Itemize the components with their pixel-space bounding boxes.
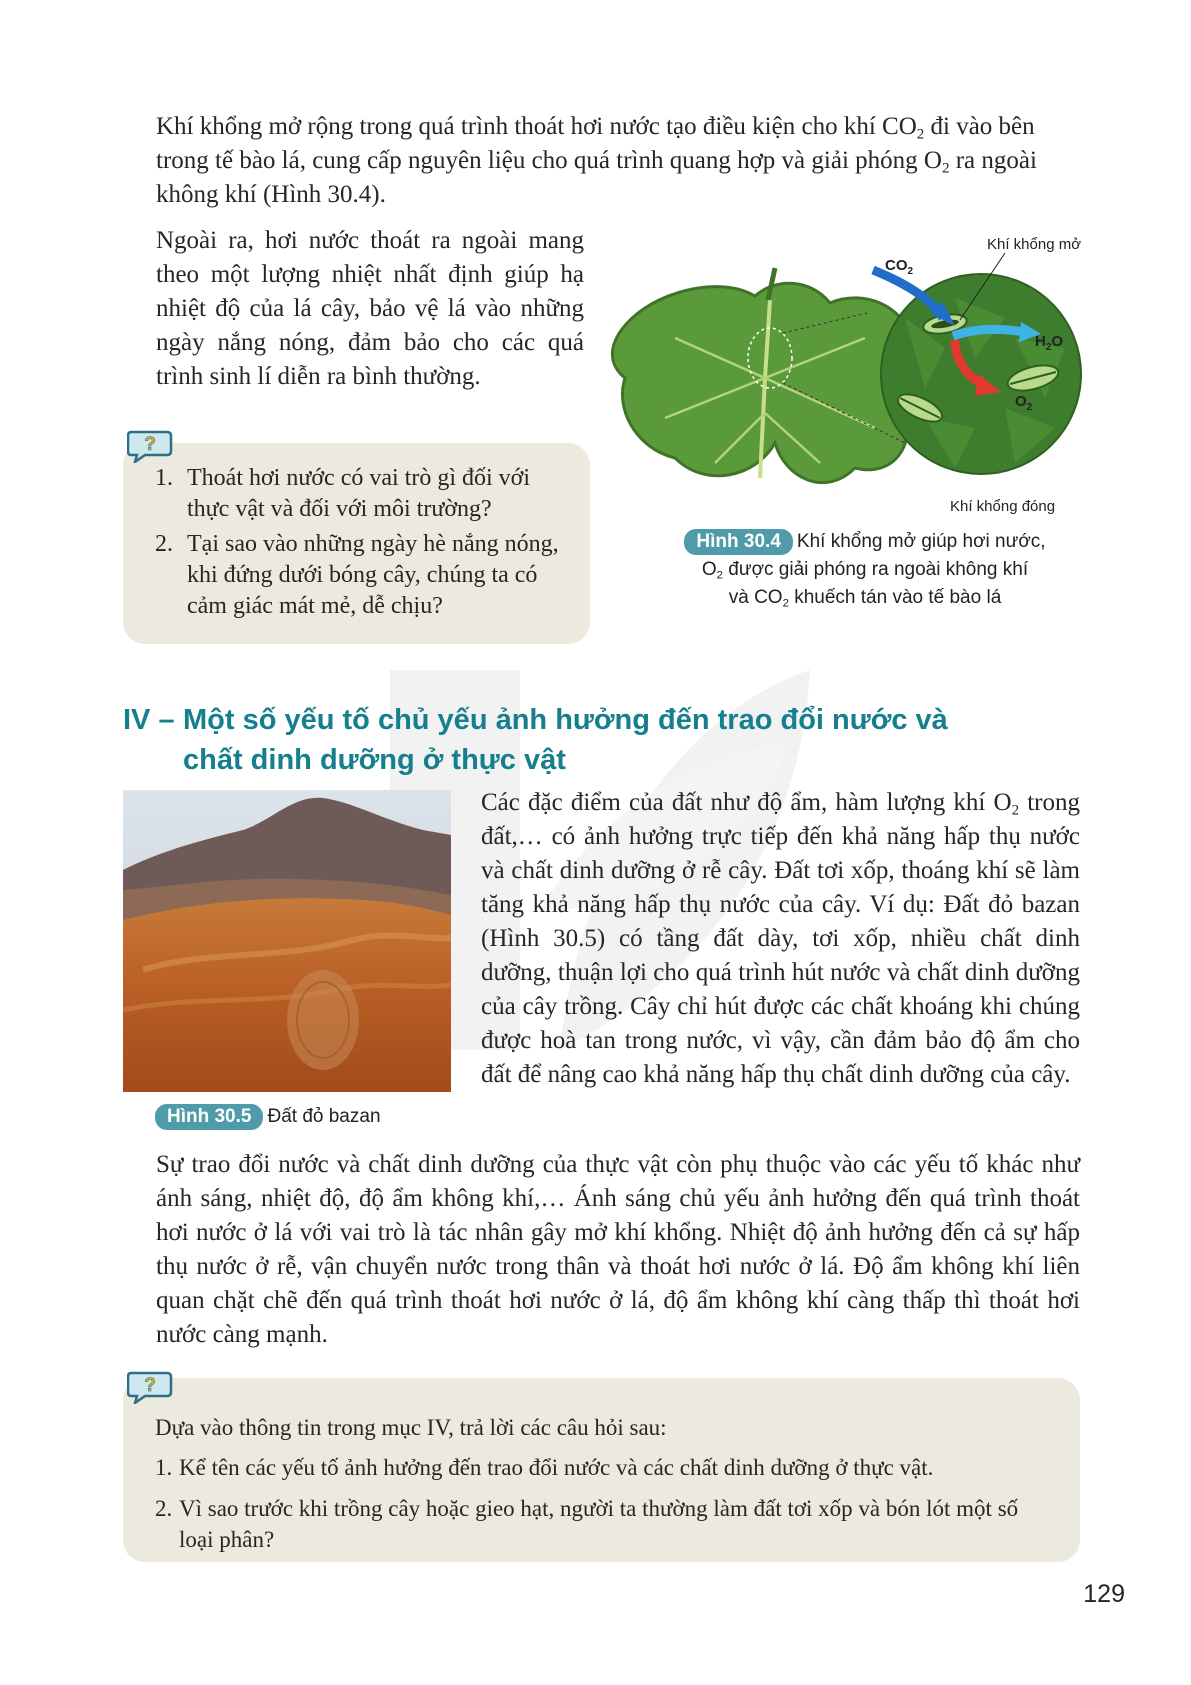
figure-30-5-caption: Hình 30.5 Đất đỏ bazan <box>155 1103 455 1131</box>
closed-stoma-label: Khí khổng đóng <box>950 498 1056 515</box>
question-icon <box>127 1370 173 1404</box>
question-item: 1. Thoát hơi nước có vai trò gì đối với thực vật và đối với môi trường? <box>155 465 531 522</box>
question-prompt: Dựa vào thông tin trong mục IV, trả lời các câu hỏi sau: <box>155 1415 667 1440</box>
svg-text:Khí khổng mở: Khí khổng mở <box>987 236 1082 253</box>
section-heading: IV – Một số yếu tố chủ yếu ảnh hưởng đến trao đổi nước và chất dinh dưỡng ở thực vật <box>123 704 948 776</box>
soil-paragraph: Các đặc điểm của đất như độ ẩm, hàm lượng khí $O_2$ trong đất,… có ảnh hưởng trực tiếp đến khả năng hấp thụ nước và chất dinh dưỡng ở rễ cây. Đất tơi xốp, thoáng khí sẽ làm tăng khả năng hấp thụ nước của cây. Ví dụ: Đất đỏ bazan (Hình 30.5) có tầng đất dày, tơi xốp, nhiều chất dinh dưỡng, thuận lợi cho quá trình hút nước và chất dinh dưỡng của cây trồng. Cây chỉ hút được các chất khoáng khi chúng được hoà tan trong nước, vì vậy, cần đảm bảo độ ẩm cho đất để nâng cao khả năng hấp thụ chất dinh dưỡng của cây. <box>481 789 1080 1088</box>
question-box <box>123 434 590 644</box>
question-box <box>123 1375 1080 1562</box>
svg-text:H2O: $H_2O$ <box>1035 333 1064 353</box>
question-item: 2. Tại sao vào những ngày hè nắng nóng, khi đứng dưới bóng cây, chúng ta có cảm giác mát mẻ, dễ chịu? <box>155 531 559 619</box>
figure-30-4-caption: Hình 30.4 Khí khổng mở giúp hơi nước, $O_2$ được giải phóng ra ngoài không khí và $CO_2$ khuếch tán vào tế bào lá <box>650 528 1080 612</box>
magnified-stomata-circle <box>881 274 1081 474</box>
svg-text:CO2: $CO_2$ <box>885 257 914 277</box>
figure-badge: Hình 30.4 <box>684 529 792 555</box>
figure-badge: Hình 30.5 <box>155 1104 263 1130</box>
svg-text:O2: $O_2$ <box>1015 393 1033 413</box>
intro-paragraph: Khí khổng mở rộng trong quá trình thoát hơi nước tạo điều kiện cho khí $CO_2$ đi vào bên trong tế bào lá, cung cấp nguyên liệu cho quá trình quang hợp và giải phóng $O_2$ ra ngoài không khí (Hình 30.4). <box>156 113 1037 208</box>
question-item: 1. Kể tên các yếu tố ảnh hưởng đến trao đổi nước và các chất dinh dưỡng ở thực vật. <box>155 1455 934 1480</box>
factors-paragraph: Sự trao đổi nước và chất dinh dưỡng của thực vật còn phụ thuộc vào các yếu tố khác như ánh sáng, nhiệt độ, độ ẩm không khí,… Ánh sáng chủ yếu ảnh hưởng đến quá trình thoát hơi nước ở lá với vai trò là tác nhân gây mở khí khổng. Nhiệt độ ảnh hưởng đến cả sự hấp thụ nước ở rễ, vận chuyển nước trong thân và thoát hơi nước ở lá. Độ ẩm không khí liên quan chặt chẽ đến quá trình thoát hơi nước ở lá, độ ẩm không khí càng thấp thì thoát hơi nước càng mạnh. <box>156 1151 1080 1348</box>
leaf-stomata-figure <box>605 228 1085 500</box>
cooling-paragraph: Ngoài ra, hơi nước thoát ra ngoài mang theo một lượng nhiệt nhất định giúp hạ nhiệt độ của lá cây, bảo vệ lá vào những ngày nắng nóng, đảm bảo cho các quá trình sinh lí diễn ra bình thường. <box>156 227 584 390</box>
page-number: 129 <box>1083 1580 1125 1608</box>
question-mark: ? <box>144 434 156 455</box>
question-icon <box>127 429 173 463</box>
question-mark: ? <box>144 1375 156 1396</box>
red-basalt-soil-photo <box>123 790 451 1092</box>
question-item: 2. Vì sao trước khi trồng cây hoặc gieo hạt, người ta thường làm đất tơi xốp và bón lót một số loại phân? <box>155 1496 1019 1552</box>
